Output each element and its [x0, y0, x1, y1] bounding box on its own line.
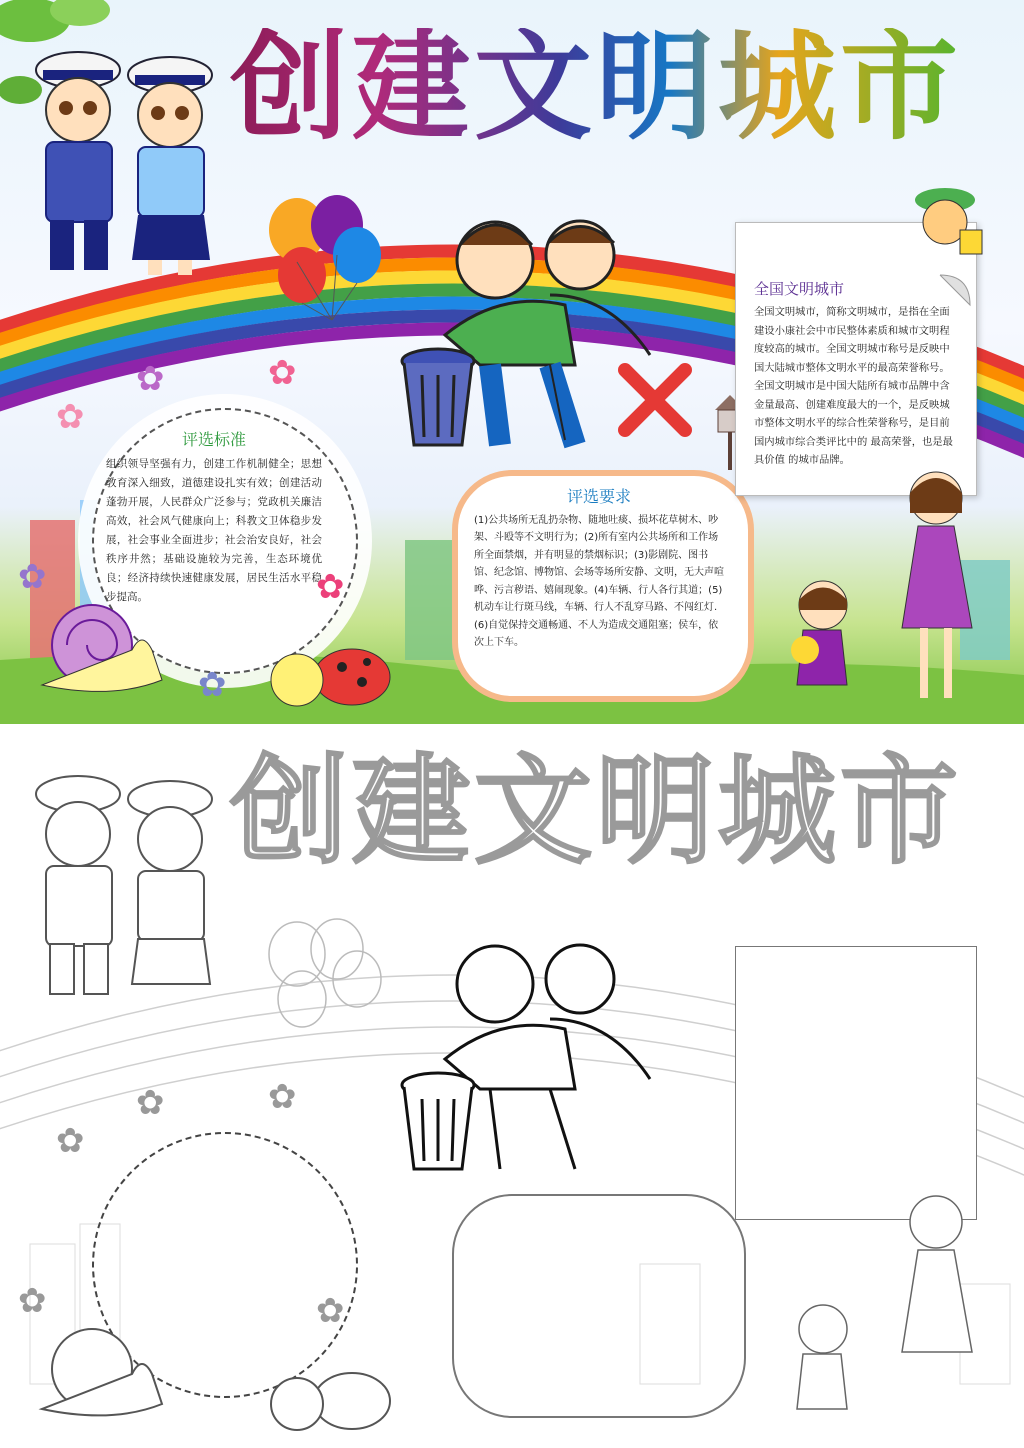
mother-outline-icon	[896, 1192, 976, 1432]
child-icon	[785, 575, 855, 715]
flower-outline-icon: ✿	[136, 1083, 165, 1123]
flower-icon: ✿	[18, 557, 47, 597]
flower-outline-icon: ✿	[56, 1121, 85, 1161]
notice-body: 全国文明城市，简称文明城市，是指在全面建设小康社会中市民整体素质和城市文明程度较高的城市。全国文明城市称号是反映中国大陆城市整体文明水平的最高荣誉称号。全国文明城市是中国大陆所有城市品牌中含金量最高、创建难度最大的一个，是反映城市整体文明水平的综合性荣誉称号，是目前国内城市综合类评比中的 最高荣誉，也是最具价值 的城市品牌。	[754, 306, 953, 466]
snail-outline-icon	[32, 1314, 172, 1424]
ladybug-icon	[262, 642, 392, 712]
flower-icon: ✿	[316, 567, 345, 607]
trash-can-outline-icon	[400, 1069, 480, 1179]
notice-frame-outline	[735, 946, 977, 1220]
flower-outline-icon: ✿	[268, 1077, 297, 1117]
trash-can-icon	[400, 345, 480, 455]
notice-box	[754, 278, 954, 470]
page-title-outline: 创建文明城市	[230, 741, 963, 880]
requirements-box	[474, 488, 724, 652]
policewoman-icon	[120, 45, 230, 285]
flower-icon: ✿	[198, 665, 227, 705]
snail-icon	[32, 590, 172, 700]
child-outline-icon	[785, 1299, 855, 1439]
notice-title: 全国文明城市	[754, 280, 845, 298]
standard-title: 评选标准	[181, 430, 246, 449]
page-title: 创建文明城市	[230, 17, 963, 156]
flower-outline-icon: ✿	[18, 1281, 47, 1321]
ladybug-outline-icon	[262, 1366, 392, 1436]
standard-body: 组织领导坚强有力，创建工作机制健全；思想教育深入细致，道德建设扎实有效；创建活动蓬勃开展，人民群众广泛参与；党政机关廉洁高效，社会风气健康向上；科教文卫体稳步发展，社会事业全面进步；社会治安良好，社会秩序井然；基础设施较为完善，生态环境优良；经济持续快速健康发展，居民生活水平稳步提高。	[106, 458, 322, 603]
flower-icon: ✿	[268, 353, 297, 393]
requirements-frame-outline	[452, 1194, 746, 1418]
requirements-title: 评选要求	[566, 487, 631, 506]
mother-icon	[896, 468, 976, 708]
flower-icon: ✿	[56, 397, 85, 437]
balloons-outline-icon	[262, 919, 392, 1049]
flower-icon: ✿	[136, 359, 165, 399]
coloring-outline	[0, 724, 1024, 1448]
balloons-icon	[262, 195, 392, 325]
flower-outline-icon: ✿	[316, 1291, 345, 1331]
standard-box	[106, 430, 322, 607]
requirements-body: (1)公共场所无乱扔杂物、随地吐痰、损坏花草树木、吵架、斗殴等不文明行为；(2)所有室内公共场所和工作场所全面禁烟，并有明显的禁烟标识；(3)影剧院、图书馆、纪念馆、博物馆、会场等场所安静、文明，无大声喧哗、污言秽语、嬉闹现象。(4)车辆、行人各行其道；(5)机动车让行斑马线，车辆、行人不乱穿马路、不闯红灯.(6)自觉保持交通畅通、不人为造成交通阻塞；侯车，依次上下车。	[474, 514, 724, 648]
red-cross-icon	[615, 360, 695, 440]
policewoman-outline-icon	[120, 769, 230, 1009]
chef-icon	[900, 182, 990, 262]
